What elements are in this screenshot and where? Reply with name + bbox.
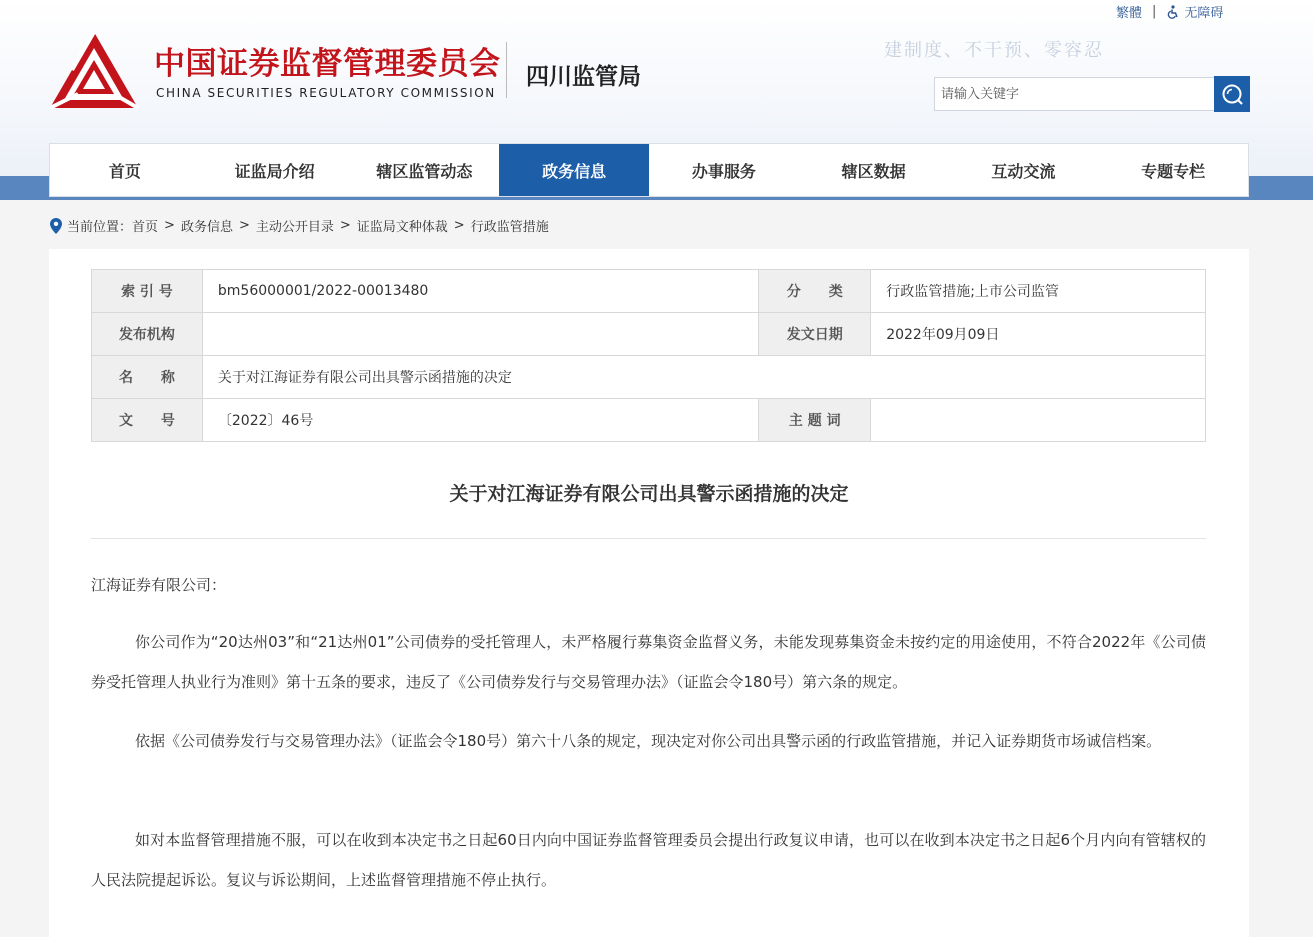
publisher-label: 发布机构 — [92, 313, 203, 356]
breadcrumb — [50, 216, 549, 235]
table-row — [92, 270, 1206, 313]
publisher-value — [202, 313, 758, 356]
search-button[interactable] — [1214, 76, 1250, 112]
docno-label: 文 号 — [92, 399, 203, 442]
nav-item-region-data[interactable]: 辖区数据 — [841, 161, 906, 181]
bureau-name: 四川监管局 — [526, 64, 641, 90]
breadcrumb-separator: > — [453, 218, 465, 233]
nav-item-interaction[interactable]: 互动交流 — [991, 161, 1056, 181]
table-row — [92, 313, 1206, 356]
nav-item-home[interactable]: 首页 — [108, 161, 141, 181]
index-value: bm56000001/2022-00013480 — [202, 270, 758, 313]
document-paragraph: 依据《公司债券发行与交易管理办法》（证监会令180号）第六十八条的规定，现决定对你公司出具警示函的行政监管措施，并记入证券期货市场诚信档案。 — [135, 732, 1162, 750]
csrc-logo[interactable] — [48, 30, 140, 112]
org-name-en: CHINA SECURITIES REGULATORY COMMISSION — [156, 86, 496, 100]
document-addressee: 江海证券有限公司： — [91, 576, 227, 594]
main-nav — [49, 143, 1249, 197]
breadcrumb-document-types[interactable]: 证监局文种体裁 — [356, 220, 448, 235]
org-name-cn: 中国证券监督管理委员会 — [154, 46, 501, 82]
nav-item-special-topics[interactable]: 专题专栏 — [1141, 161, 1206, 181]
docno-value: 〔2022〕46号 — [202, 399, 758, 442]
date-label: 发文日期 — [759, 313, 871, 356]
slogan: 建制度、不干预、零容忍 — [884, 40, 1104, 61]
top-links — [1116, 2, 1223, 21]
breadcrumb-public-directory[interactable]: 主动公开目录 — [255, 220, 334, 235]
breadcrumb-prefix: 当前位置： — [67, 220, 133, 235]
accessibility-icon[interactable] — [1166, 5, 1180, 19]
breadcrumb-admin-measures[interactable]: 行政监管措施 — [470, 220, 549, 235]
nav-item-government-info[interactable]: 政务信息 — [499, 144, 649, 196]
document-title: 关于对江海证券有限公司出具警示函措施的决定 — [449, 483, 849, 505]
category-value: 行政监管措施;上市公司监管 — [871, 270, 1206, 313]
table-row — [92, 356, 1206, 399]
nav-item-regulatory-news[interactable]: 辖区监管动态 — [376, 161, 473, 181]
title-divider — [91, 538, 1206, 539]
nav-item-services[interactable]: 办事服务 — [691, 161, 756, 181]
breadcrumb-government-info[interactable]: 政务信息 — [180, 220, 233, 235]
accessibility-link[interactable]: 无障碍 — [1184, 6, 1224, 21]
keywords-value — [871, 399, 1206, 442]
traditional-chinese-link[interactable]: 繁體 — [1116, 6, 1143, 21]
category-label: 分 类 — [759, 270, 871, 313]
nav-item-bureau-intro[interactable]: 证监局介绍 — [234, 161, 315, 181]
table-row — [92, 399, 1206, 442]
breadcrumb-separator: > — [339, 218, 351, 233]
document-paragraph: 你公司作为“20达州03”和“21达州01”公司债券的受托管理人，未严格履行募集资金监督义务，未能发现募集资金未按约定的用途使用，不符合2022年《公司债券受托管理人执业行为准则》第十五条的要求，违反了《公司债券发行与交易管理办法》（证监会令180号）第六条的规定。 — [91, 633, 1206, 691]
location-pin-icon — [50, 218, 62, 234]
date-value: 2022年09月09日 — [871, 313, 1206, 356]
article-content — [49, 249, 1249, 937]
top-links-divider: | — [1152, 4, 1157, 19]
search-icon — [1220, 82, 1244, 106]
keywords-label: 主 题 词 — [759, 399, 871, 442]
name-value: 关于对江海证券有限公司出具警示函措施的决定 — [202, 356, 1205, 399]
header-divider — [506, 42, 507, 98]
document-paragraph: 如对本监督管理措施不服，可以在收到本决定书之日起60日内向中国证券监督管理委员会提出行政复议申请，也可以在收到本决定书之日起6个月内向有管辖权的人民法院提起诉讼。复议与诉讼期间，上述监督管理措施不停止执行。 — [91, 831, 1206, 889]
name-label: 名 称 — [92, 356, 203, 399]
breadcrumb-separator: > — [238, 218, 250, 233]
document-metadata-table — [91, 269, 1206, 442]
index-label: 索 引 号 — [92, 270, 203, 313]
breadcrumb-home[interactable]: 首页 — [132, 220, 159, 235]
breadcrumb-separator: > — [164, 218, 175, 233]
search-input[interactable] — [934, 77, 1215, 111]
